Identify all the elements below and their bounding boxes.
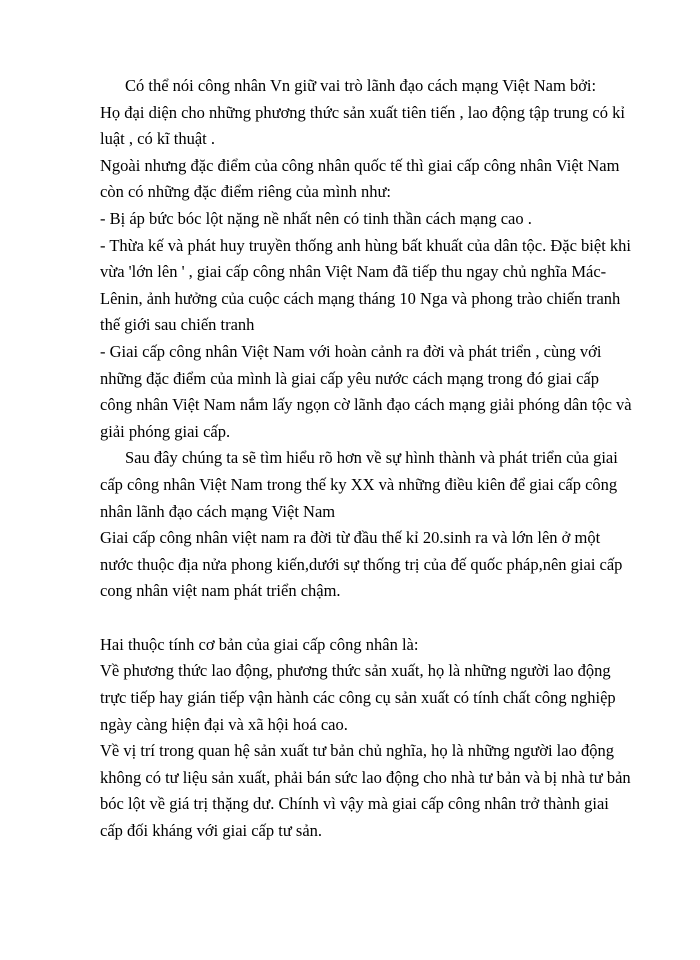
text-line: - Giai cấp công nhân Việt Nam với hoàn cảnh ra đời và phát triển , cùng với	[100, 341, 602, 361]
text-line: thế giới sau chiến tranh	[100, 315, 255, 335]
text-line: cong nhân việt nam phát triển chậm.	[100, 581, 341, 601]
text-line: - Thừa kế và phát huy truyền thống anh hùng bất khuất của dân tộc. Đặc biệt khi	[100, 235, 631, 255]
text-line: Họ đại diện cho những phương thức sản xuất tiên tiến , lao động tập trung có kỉ	[100, 102, 625, 122]
text-line: Giai cấp công nhân việt nam ra đời từ đầu thế kỉ 20.sinh ra và lớn lên ở một	[100, 528, 601, 548]
text-line: nước thuộc địa nửa phong kiến,dưới sự thống trị của đế quốc pháp,nên giai cấp	[100, 554, 623, 574]
text-line: bóc lột về giá trị thặng dư. Chính vì vậy mà giai cấp công nhân trở thành giai	[100, 794, 609, 814]
text-line: Có thể nói công nhân Vn giữ vai trò lãnh đạo cách mạng Việt Nam bởi:	[125, 76, 597, 95]
text-line: Về phương thức lao động, phương thức sản xuất, họ là những người lao động	[100, 661, 611, 681]
text-line: công nhân Việt Nam nắm lấy ngọn cờ lãnh đạo cách mạng giải phóng dân tộc và	[100, 395, 632, 415]
document-body	[100, 73, 635, 845]
text-line: trực tiếp hay gián tiếp vận hành các công cụ sản xuất có tính chất công nghiệp	[100, 688, 616, 708]
text-line: còn có những đặc điểm riêng của mình như:	[100, 182, 391, 202]
text-line: Về vị trí trong quan hệ sản xuất tư bản chủ nghĩa, họ là những người lao động	[100, 741, 614, 761]
text-line: cấp đối kháng với giai cấp tư sản.	[100, 821, 323, 841]
text-line: giải phóng giai cấp.	[100, 421, 231, 441]
text-line: vừa 'lớn lên ' , giai cấp công nhân Việt Nam đã tiếp thu ngay chủ nghĩa Mác-	[100, 262, 607, 282]
text-line: Sau đây chúng ta sẽ tìm hiểu rõ hơn về sự hình thành và phát triển của giai	[125, 448, 618, 468]
text-line: Hai thuộc tính cơ bản của giai cấp công nhân là:	[100, 634, 419, 654]
text-line: luật , có kĩ thuật .	[100, 129, 216, 149]
text-line: ngày càng hiện đại và xã hội hoá cao.	[100, 714, 348, 734]
text-line: - Bị áp bức bóc lột nặng nề nhất nên có tinh thần cách mạng cao .	[100, 208, 532, 228]
text-line: không có tư liệu sản xuất, phải bán sức lao động cho nhà tư bản và bị nhà tư bản	[100, 767, 631, 787]
text-line: Lênin, ảnh hưởng của cuộc cách mạng tháng 10 Nga và phong trào chiến tranh	[100, 288, 621, 308]
text-line: cấp công nhân Việt Nam trong thế ky XX và những điều kiên để giai cấp công	[100, 474, 618, 494]
text-line: nhân lãnh đạo cách mạng Việt Nam	[100, 501, 336, 521]
text-line: Ngoài nhưng đặc điểm của công nhân quốc tế thì giai cấp công nhân Việt Nam	[100, 155, 620, 175]
text-line: những đặc điểm của mình là giai cấp yêu nước cách mạng trong đó giai cấp	[100, 368, 599, 388]
paragraph-gap	[100, 605, 635, 632]
